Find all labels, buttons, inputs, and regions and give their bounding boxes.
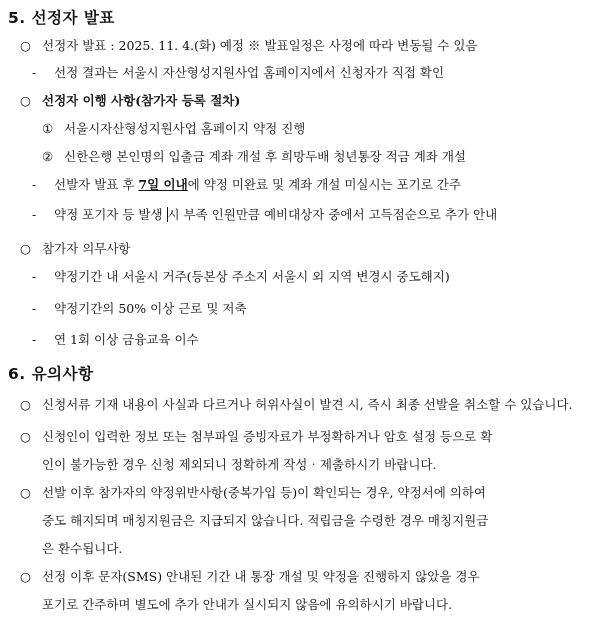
number-bullet: ② — [42, 149, 54, 164]
circle-bullet: ○ — [20, 38, 31, 53]
dash-bullet: - — [32, 332, 37, 347]
section-title-announcement: 5. 선정자 발표 — [8, 9, 115, 27]
list-item-text: 참가자 의무사항 — [42, 241, 131, 256]
list-item — [20, 428, 492, 446]
list-item — [32, 206, 497, 224]
section-title-notes: 6. 유의사항 — [8, 365, 94, 383]
list-item — [20, 37, 478, 55]
list-item-text: 선정자 발표 : 2025. 11. 4.(화) 예정 ※ 발표일정은 사정에 따라 변동될 수 있음 — [42, 38, 478, 53]
list-item — [20, 396, 573, 414]
list-item-text: 약정 포기자 등 발생 — [54, 207, 167, 222]
list-item-continuation — [42, 512, 488, 530]
list-item — [42, 148, 466, 166]
list-item-text: 부족 인원만큼 예비대상자 중에서 고득점순으로 추가 안내 — [179, 207, 498, 222]
list-item — [20, 568, 480, 586]
list-item-text: 약정기간의 50% 이상 근로 및 저축 — [54, 301, 247, 316]
circle-bullet: ○ — [20, 569, 31, 584]
circle-bullet: ○ — [20, 93, 31, 108]
list-item — [32, 176, 461, 194]
list-item-text: 에 약정 미완료 및 계좌 개설 미실시는 포기로 간주 — [187, 177, 461, 192]
circle-bullet: ○ — [20, 241, 31, 256]
list-item-text: 신한은행 본인명의 입출금 계좌 개설 후 희망두배 청년통장 적금 계좌 개설 — [64, 149, 466, 164]
list-item — [20, 92, 240, 110]
list-item-text: 연 1회 이상 금융교육 이수 — [54, 332, 199, 347]
dash-bullet: - — [32, 207, 37, 222]
list-item — [20, 240, 131, 258]
list-item-text: 서울시자산형성지원사업 홈페이지 약정 진행 — [64, 121, 306, 136]
list-item-text: 시 — [167, 207, 180, 222]
circle-bullet: ○ — [20, 485, 31, 500]
list-item-continuation — [42, 540, 122, 558]
list-item-text: 은 환수됩니다. — [42, 541, 123, 556]
list-item-text: 중도 해지되며 매칭지원금은 지급되지 않습니다. 적립금을 수령한 경우 매칭지원금 — [42, 513, 489, 528]
circle-bullet: ○ — [20, 429, 31, 444]
list-item-text: 선정 결과는 서울시 자산형성지원사업 홈페이지에서 신청자가 직접 확인 — [54, 65, 445, 80]
list-item — [20, 484, 486, 502]
deadline-emphasis: 7일 이내 — [138, 177, 188, 192]
dash-bullet: - — [32, 65, 37, 80]
list-item — [32, 331, 199, 349]
list-item-text: 신청인이 입력한 정보 또는 첨부파일 증빙자료가 부정확하거나 암호 설정 등으로 확 — [42, 429, 493, 444]
list-item — [32, 64, 444, 82]
number-bullet: ① — [42, 121, 54, 136]
list-item-text: 선정자 이행 사항(참가자 등록 절차) — [42, 93, 241, 108]
list-item-text: 선발자 발표 후 — [54, 177, 139, 192]
list-item-continuation — [42, 456, 436, 474]
list-item-text: 신청서류 기재 내용이 사실과 다르거나 허위사실이 발견 시, 즉시 최종 선발을 취소할 수 있습니다. — [42, 397, 573, 412]
dash-bullet: - — [32, 177, 37, 192]
list-item-text: 선발 이후 참가자의 약정위반사항(중복가입 등)이 확인되는 경우, 약정서에 의하여 — [42, 485, 486, 500]
dash-bullet: - — [32, 301, 37, 316]
list-item-text: 인이 불가능한 경우 신청 제외되니 정확하게 작성‧제출하시기 바랍니다. — [42, 457, 437, 472]
list-item — [32, 268, 450, 286]
list-item-text: 선정 이후 문자(SMS) 안내된 기간 내 통장 개설 및 약정을 진행하지 않았을 경우 — [42, 569, 480, 584]
dash-bullet: - — [32, 269, 37, 284]
circle-bullet: ○ — [20, 397, 31, 412]
list-item — [32, 300, 247, 318]
list-item-text: 약정기간 내 서울시 거주(등본상 주소지 서울시 외 지역 변경시 중도해지) — [54, 269, 450, 284]
list-item — [42, 120, 305, 138]
list-item-continuation — [42, 596, 452, 614]
list-item-text: 포기로 간주하며 별도에 추가 안내가 실시되지 않음에 유의하시기 바랍니다. — [42, 597, 453, 612]
